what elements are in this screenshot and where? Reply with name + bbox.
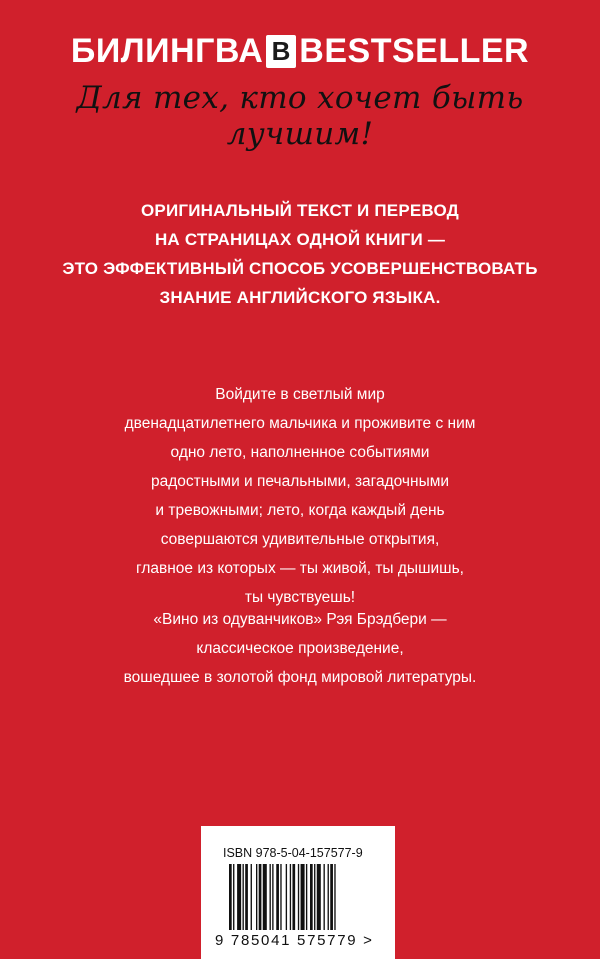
description-line: двенадцатилетнего мальчика и проживите с ним: [124, 415, 476, 432]
barcode-stripe: [314, 864, 315, 930]
series-title: [0, 34, 600, 68]
description-line: совершаются удивительные открытия,: [160, 531, 440, 548]
lead-line: ЭТО ЭФФЕКТИВНЫЙ СПОСОБ УСОВЕРШЕНСТВОВАТЬ: [62, 259, 538, 278]
description-line: и тревожными; лето, когда каждый день: [155, 502, 445, 519]
description-line: Войдите в светлый мир: [215, 386, 385, 403]
barcode-stripe: [263, 864, 267, 930]
description-paragraph: [0, 380, 600, 612]
slogan: Для тех, кто хочет быть лучшим!: [76, 80, 524, 152]
barcode-stripe: [270, 864, 271, 930]
barcode-stripe: [237, 864, 241, 930]
barcode-icon: [229, 864, 369, 930]
barcode-stripe: [243, 864, 244, 930]
barcode-stripe: [301, 864, 305, 930]
lead-line: ОРИГИНАЛЬНЫЙ ТЕКСТ И ПЕРЕВОД: [141, 201, 459, 220]
barcode-stripe: [233, 864, 234, 930]
series-title-right: BESTSELLER: [299, 32, 530, 70]
barcode-digits: 9 785041 575779 >: [215, 932, 374, 949]
barcode-stripe: [330, 864, 333, 930]
barcode-stripe: [317, 864, 321, 930]
series-title-left: БИЛИНГВА: [70, 32, 264, 70]
description-line: главное из которых — ты живой, ты дышишь,: [136, 560, 464, 577]
description-line: одно лето, наполненное событиями: [170, 444, 430, 461]
barcode-stripe: [276, 864, 279, 930]
series-logo-badge: B: [266, 35, 296, 68]
book-note-line: вошедшее в золотой фонд мировой литературы.: [123, 669, 477, 686]
description-line: ты чувствуешь!: [244, 589, 356, 606]
description-line: радостными и печальными, загадочными: [150, 473, 450, 490]
barcode-stripe: [324, 864, 325, 930]
lead-text: [0, 196, 600, 312]
barcode-stripe: [298, 864, 299, 930]
barcode-stripe: [280, 864, 281, 930]
barcode-stripe: [292, 864, 295, 930]
barcode-stripe: [286, 864, 287, 930]
lead-line: ЗНАНИЕ АНГЛИЙСКОГО ЯЗЫКА.: [159, 288, 441, 307]
barcode-stripe: [290, 864, 291, 930]
book-note-line: «Вино из одуванчиков» Рэя Брэдбери —: [153, 611, 447, 628]
barcode-stripe: [259, 864, 262, 930]
barcode-stripe: [334, 864, 335, 930]
book-note-paragraph: [0, 605, 600, 692]
barcode-stripe: [328, 864, 329, 930]
barcode-stripe: [310, 864, 313, 930]
isbn-label: ISBN 978-5-04-157577-9: [223, 846, 363, 860]
barcode-stripe: [229, 864, 232, 930]
barcode-stripe: [272, 864, 273, 930]
barcode-stripe: [245, 864, 248, 930]
barcode-stripe: [306, 864, 307, 930]
barcode-box: [201, 826, 395, 959]
book-note-line: классическое произведение,: [196, 640, 404, 657]
barcode-stripe: [256, 864, 257, 930]
barcode-stripe: [251, 864, 252, 930]
lead-line: НА СТРАНИЦАХ ОДНОЙ КНИГИ —: [154, 230, 446, 249]
